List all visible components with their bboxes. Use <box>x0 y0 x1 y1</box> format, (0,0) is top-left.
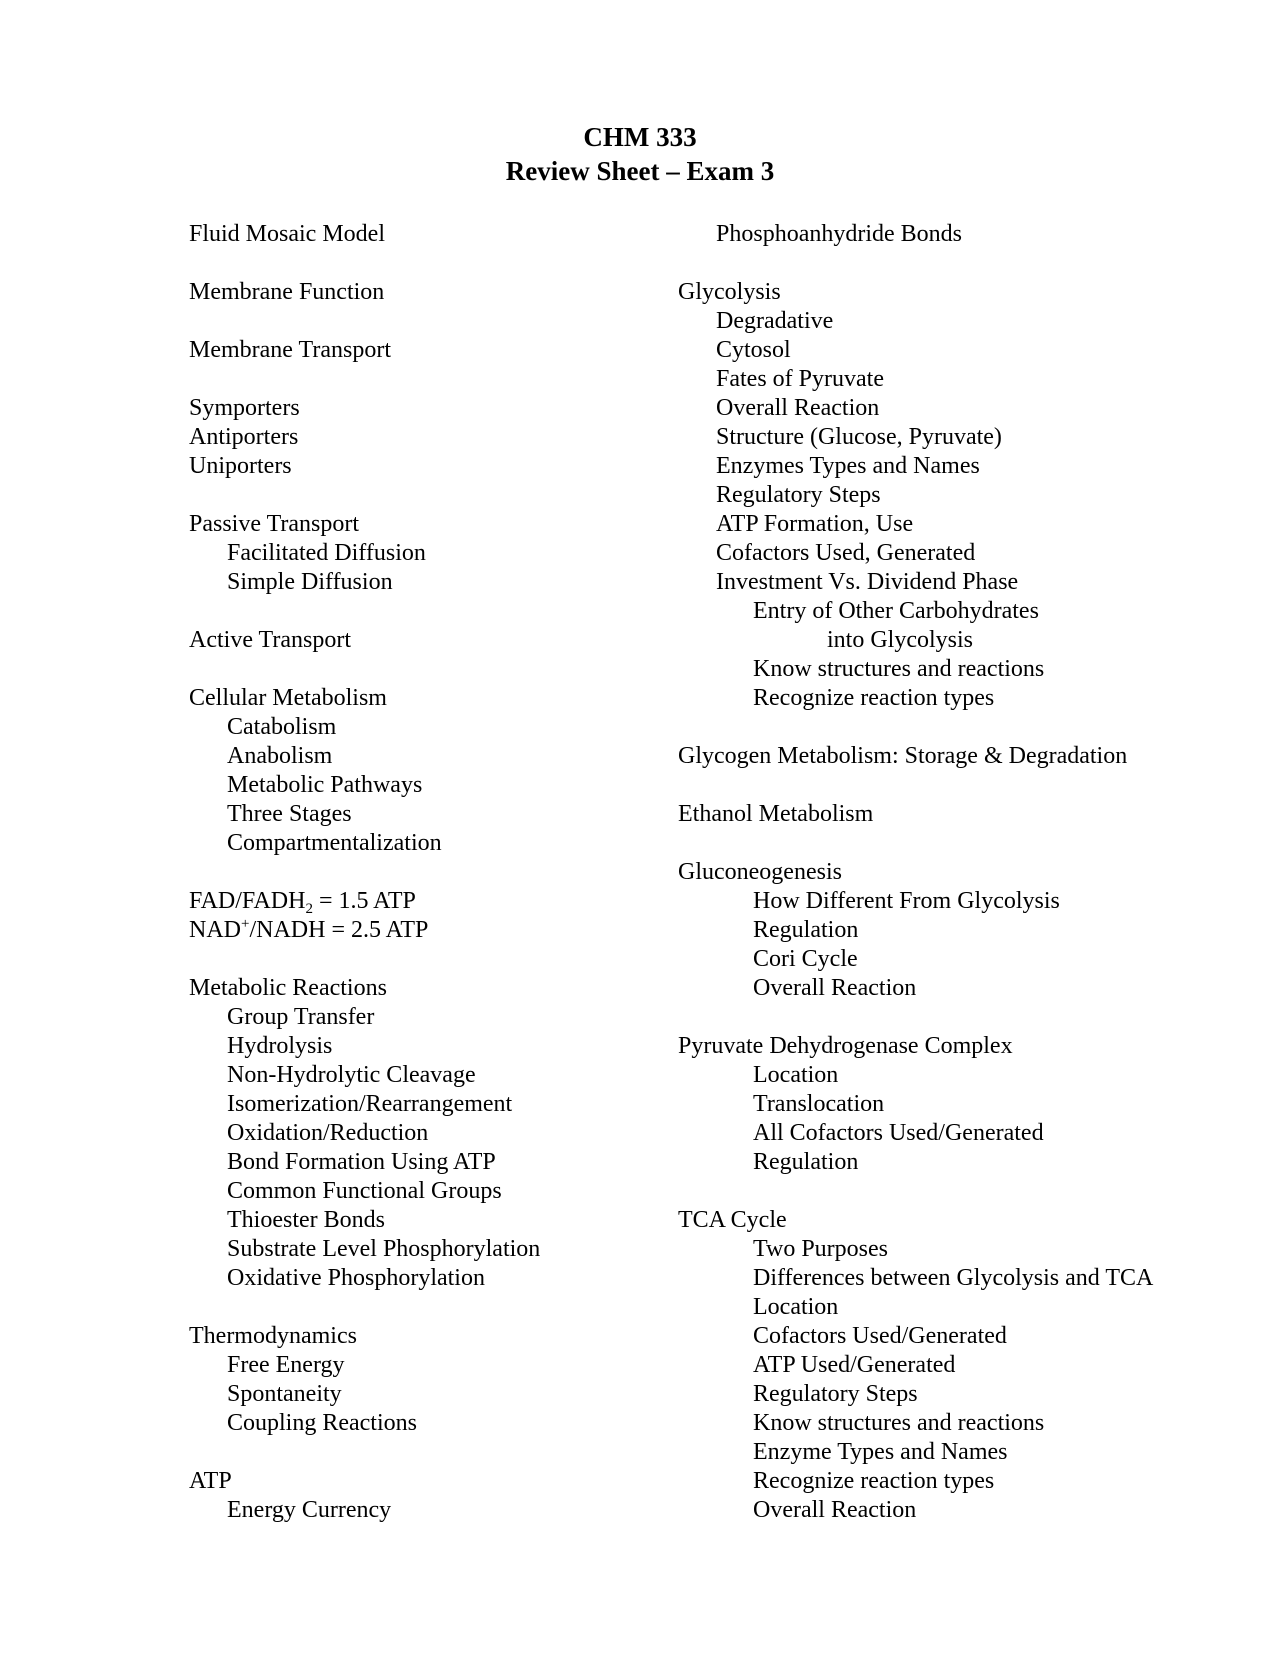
fad-equivalence <box>189 887 416 915</box>
topic-heading: Membrane Transport <box>189 337 391 363</box>
topic-heading: Cellular Metabolism <box>189 685 387 711</box>
topic-subitem: Overall Reaction <box>753 975 917 1001</box>
topic-subitem: Translocation <box>753 1091 885 1117</box>
nad-suffix: /NADH = 2.5 ATP <box>249 917 429 943</box>
topic-subitem: Overall Reaction <box>753 1497 917 1523</box>
topic-item: Metabolic Pathways <box>227 772 423 798</box>
topic-item: Anabolism <box>227 743 333 769</box>
topic-heading: Passive Transport <box>189 511 360 537</box>
topic-item: Overall Reaction <box>716 395 880 421</box>
topic-subitem: Location <box>753 1062 839 1088</box>
topic-subitem: Know structures and reactions <box>753 656 1045 682</box>
topic-item: Enzymes Types and Names <box>716 453 980 479</box>
topic-heading: Uniporters <box>189 453 292 479</box>
topic-heading: TCA Cycle <box>678 1207 787 1233</box>
topic-item: Three Stages <box>227 801 352 827</box>
topic-subitem: Recognize reaction types <box>753 1468 995 1494</box>
fad-subscript: 2 <box>305 901 313 917</box>
topic-subitem: ATP Used/Generated <box>753 1352 956 1378</box>
topic-item: Spontaneity <box>227 1381 342 1407</box>
topic-item: Compartmentalization <box>227 830 442 856</box>
topic-subitem: All Cofactors Used/Generated <box>753 1120 1044 1146</box>
topic-heading: Gluconeogenesis <box>678 859 842 885</box>
topic-item: Cytosol <box>716 337 791 363</box>
topic-item: Hydrolysis <box>227 1033 333 1059</box>
topic-item: Investment Vs. Dividend Phase <box>716 569 1019 595</box>
course-title: CHM 333 <box>583 122 697 152</box>
topic-heading: Active Transport <box>189 627 351 653</box>
topic-heading: Pyruvate Dehydrogenase Complex <box>678 1033 1013 1059</box>
topic-subitem: Differences between Glycolysis and TCA <box>753 1265 1154 1291</box>
topic-item: Group Transfer <box>227 1004 375 1030</box>
topic-item: Cofactors Used, Generated <box>716 540 976 566</box>
topic-item: Common Functional Groups <box>227 1178 502 1204</box>
topic-item: Facilitated Diffusion <box>227 540 426 566</box>
topic-subitem: Cofactors Used/Generated <box>753 1323 1007 1349</box>
topic-subitem: Know structures and reactions <box>753 1410 1045 1436</box>
topic-heading: Symporters <box>189 395 300 421</box>
topic-item: Substrate Level Phosphorylation <box>227 1236 541 1262</box>
topic-item: Oxidative Phosphorylation <box>227 1265 485 1291</box>
topic-item: Free Energy <box>227 1352 345 1378</box>
topic-item: Non-Hydrolytic Cleavage <box>227 1062 476 1088</box>
topic-heading: Metabolic Reactions <box>189 975 387 1001</box>
topic-subitem: into Glycolysis <box>827 627 974 653</box>
topic-item: Thioester Bonds <box>227 1207 385 1233</box>
page-title: Review Sheet – Exam 3 <box>505 156 775 186</box>
topic-item: Fates of Pyruvate <box>716 366 884 392</box>
topic-item: Oxidation/Reduction <box>227 1120 429 1146</box>
fad-suffix: = 1.5 ATP <box>312 888 416 914</box>
topic-heading: Thermodynamics <box>189 1323 357 1349</box>
topic-subitem: Regulation <box>753 917 859 943</box>
topic-heading: Glycogen Metabolism: Storage & Degradation <box>678 743 1128 769</box>
topic-item: ATP Formation, Use <box>716 511 914 537</box>
topic-subitem: Recognize reaction types <box>753 685 995 711</box>
topic-subitem: How Different From Glycolysis <box>753 888 1060 914</box>
topic-subitem: Entry of Other Carbohydrates <box>753 598 1039 624</box>
topic-item: Energy Currency <box>227 1497 392 1523</box>
topic-item: Structure (Glucose, Pyruvate) <box>716 424 1002 450</box>
topic-item: Coupling Reactions <box>227 1410 417 1436</box>
topic-subitem: Regulatory Steps <box>753 1381 918 1407</box>
topic-heading: Membrane Function <box>189 279 385 305</box>
topic-heading: Fluid Mosaic Model <box>189 221 385 247</box>
topic-subitem: Enzyme Types and Names <box>753 1439 1008 1465</box>
nad-prefix: NAD <box>189 917 241 943</box>
topic-heading: Ethanol Metabolism <box>678 801 874 827</box>
topic-subitem: Cori Cycle <box>753 946 858 972</box>
topic-item: Degradative <box>716 308 834 334</box>
topic-heading: Glycolysis <box>678 279 781 305</box>
fad-prefix: FAD/FADH <box>189 888 306 914</box>
topic-item: Regulatory Steps <box>716 482 881 508</box>
topic-subitem: Regulation <box>753 1149 859 1175</box>
topic-heading: Antiporters <box>189 424 299 450</box>
topic-subitem: Location <box>753 1294 839 1320</box>
nad-superscript: + <box>241 916 250 932</box>
topic-item: Phosphoanhydride Bonds <box>716 221 962 247</box>
topic-item: Catabolism <box>227 714 337 740</box>
topic-item: Simple Diffusion <box>227 569 393 595</box>
topic-heading: ATP <box>189 1468 232 1494</box>
nad-equivalence <box>189 916 428 944</box>
topic-item: Isomerization/Rearrangement <box>227 1091 513 1117</box>
topic-subitem: Two Purposes <box>753 1236 888 1262</box>
topic-item: Bond Formation Using ATP <box>227 1149 496 1175</box>
